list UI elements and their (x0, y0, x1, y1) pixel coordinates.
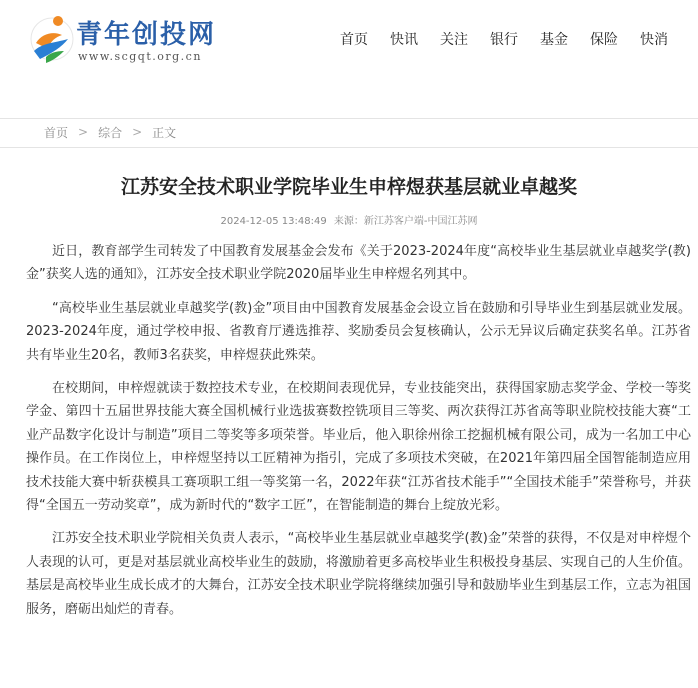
article-source: 来源：新江苏客户端-中国江苏网 (333, 216, 478, 227)
main-nav (340, 29, 668, 49)
breadcrumb-current: 正文 (152, 125, 177, 140)
article-paragraph: “高校毕业生基层就业卓越奖学(教)金”项目由中国教育发展基金会设立旨在鼓励和引导毕业生到基层就业发展。2023-2024年度，通过学校申报、省教育厅遴选推荐、奖励委员会复核确认，公示无异议后确定获奖名单。江苏省共有毕业生20名，教师3名获奖，申梓煜获此殊荣。 (26, 300, 691, 363)
nav-item-home[interactable]: 首页 (340, 32, 368, 48)
article-paragraph: 江苏安全技术职业学院相关负责人表示，“高校毕业生基层就业卓越奖学(教)金”荣誉的获得，不仅是对申梓煜个人表现的认可，更是对基层就业高校毕业生的鼓励，将激励着更多高校毕业生积极投身基层、实现自己的人生价值。基层是高校毕业生成长成才的大舞台，江苏安全技术职业学院将继续加强引导和鼓励毕业生到基层工作，立志为祖国服务，磨砺出灿烂的青春。 (26, 531, 691, 617)
nav-item-focus[interactable]: 关注 (440, 32, 468, 48)
article-paragraph: 近日，教育部学生司转发了中国教育发展基金会发布《关于2023-2024年度“高校毕业生基层就业卓越奖学(教)金”获奖人选的通知》，江苏安全技术职业学院2020届毕业生申梓煜名列其中。 (26, 244, 691, 283)
runner-logo-icon[interactable] (28, 13, 76, 65)
article-paragraph: 在校期间，申梓煜就读于数控技术专业，在校期间表现优异，专业技能突出，获得国家励志奖学金、学校一等奖学金、第四十五届世界技能大赛全国机械行业选拔赛数控铣项目三等奖、两次获得江苏省高等职业院校技能大赛“工业产品数字化设计与制造”项目二等奖等多项荣誉。毕业后，他入职徐州徐工挖掘机械有限公司，成为一名加工中心操作员。在工作岗位上，申梓煜坚持以工匠精神为指引，完成了多项技术突破，在2021年第四届全国智能制造应用技术技能大赛中斩获模具工赛项职工组一等奖第一名，2022年获“江苏省技术能手”“全国技术能手”荣誉称号，并获得“全国五一劳动奖章”，成为新时代的“数字工匠”，在智能制造的舞台上绽放光彩。 (26, 381, 691, 514)
breadcrumb-separator: > (132, 125, 143, 139)
breadcrumb-divider (0, 147, 698, 148)
nav-item-insurance[interactable]: 保险 (590, 32, 618, 48)
article-body (26, 240, 691, 631)
breadcrumb-category[interactable]: 综合 (98, 125, 123, 140)
article-meta (0, 212, 698, 227)
nav-item-fund[interactable]: 基金 (540, 32, 568, 48)
breadcrumb-home[interactable]: 首页 (44, 125, 69, 140)
nav-item-news-flash[interactable]: 快讯 (390, 32, 418, 48)
breadcrumb-separator: > (78, 125, 89, 139)
breadcrumb (0, 119, 698, 145)
site-url: www.scgqt.org.cn (78, 50, 202, 63)
nav-item-fmcg[interactable]: 快消 (640, 32, 668, 48)
nav-item-bank[interactable]: 银行 (490, 32, 518, 48)
site-name[interactable]: 青年创投网 (76, 20, 217, 50)
site-header (0, 0, 698, 80)
article-datetime: 2024-12-05 13:48:49 (220, 216, 327, 227)
article-title: 江苏安全技术职业学院毕业生申梓煜获基层就业卓越奖 (120, 176, 577, 198)
